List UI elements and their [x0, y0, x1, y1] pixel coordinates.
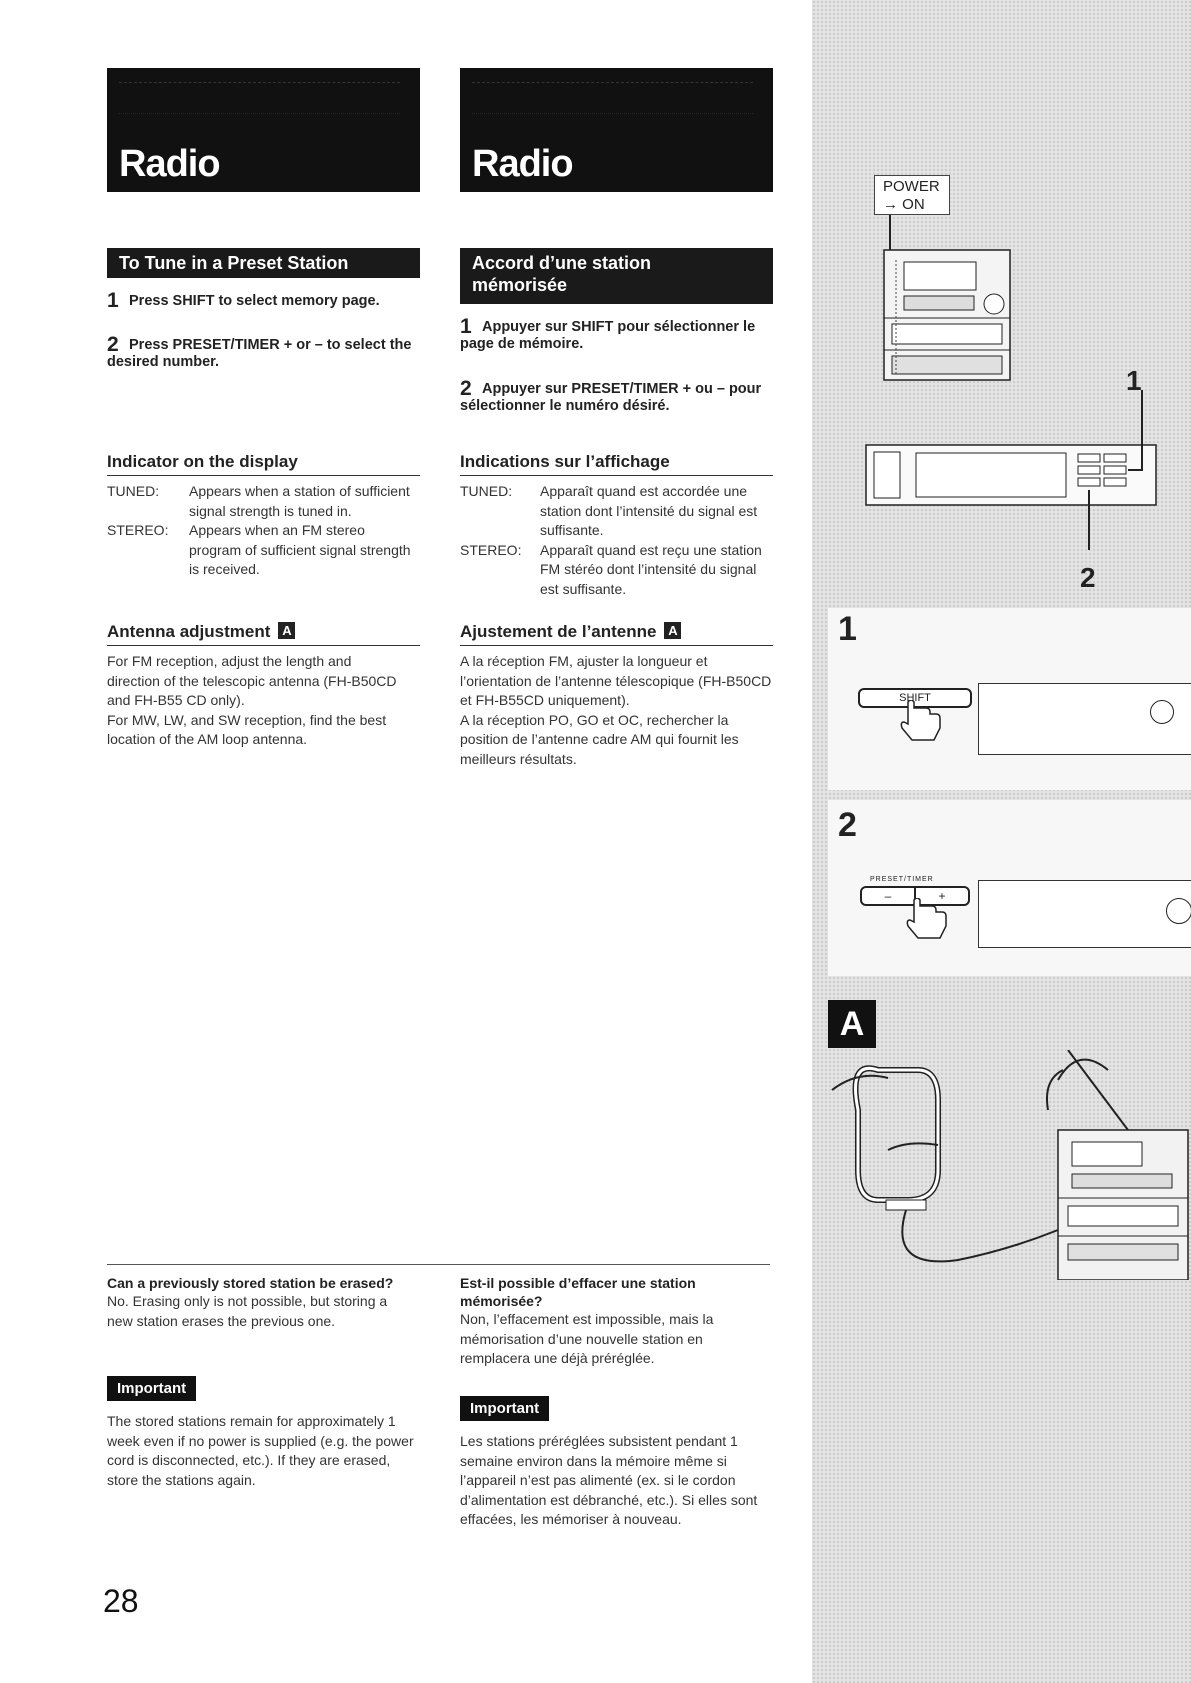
en-antenna-text	[107, 652, 407, 750]
fr-antenna-text	[460, 652, 775, 769]
step-1-label: 1	[838, 610, 857, 648]
fr-antenna-text-2: A la réception PO, GO et OC, rechercher la position de l’antenne cadre AM qui fournit les meilleurs résultats.	[460, 711, 739, 767]
en-antenna-badge: A	[278, 622, 295, 639]
fr-indicator-value: Apparaît quand est accordée une station dont l’intensité du signal est suffisante.	[540, 483, 758, 538]
hand-press-icon	[906, 898, 952, 940]
preset-minus-button: –	[860, 886, 916, 906]
page-number: 28	[103, 1583, 139, 1619]
fr-important-text: Les stations préréglées subsistent pendant 1 semaine environ dans la mémoire même si l’appareil n’est pas alimenté (ex. si le cordon d’alimentation est débranché, etc.). Si elles sont effacées, les mémoriser à nouveau.	[460, 1433, 758, 1527]
fr-indicator-value: Apparaît quand est reçu une station FM stéréo dont l’intensité du signal est suffisante.	[540, 541, 762, 597]
en-antenna-text-1: For FM reception, adjust the length and direction of the telescopic antenna (FH-B50CD and FH-B55 CD only).	[107, 653, 397, 708]
fr-indicator-row	[460, 541, 773, 600]
fr-antenna-badge: A	[664, 622, 681, 639]
fr-step-1-text: Appuyer sur SHIFT pour sélectionner le page de mémoire.	[460, 319, 756, 352]
en-important-label: Important	[107, 1376, 196, 1401]
fr-page-title: Radio	[472, 143, 573, 185]
en-step-1-number: 1	[107, 289, 119, 312]
en-step-1-text: Press SHIFT to select memory page.	[129, 293, 380, 309]
memory-page-icon	[1150, 700, 1174, 724]
hand-press-icon	[900, 700, 946, 742]
fr-section-line-2: mémorisée	[472, 275, 568, 295]
en-answer: No. Erasing only is not possible, but storing a new station erases the previous one.	[107, 1293, 388, 1329]
fr-section-line-1: Accord d’une station	[472, 253, 652, 273]
en-indicator-list	[107, 482, 420, 580]
en-indicator-row	[107, 482, 420, 521]
fr-antenna-heading	[460, 622, 773, 646]
step-2-display	[978, 880, 1191, 948]
en-antenna-text-2: For MW, LW, and SW reception, find the best location of the AM loop antenna.	[107, 711, 387, 747]
fr-answer: Non, l’effacement est impossible, mais la mémorisation d’une nouvelle station en remplacera une déjà préréglée.	[460, 1311, 714, 1366]
fr-title-block	[460, 68, 773, 192]
fr-indicator-key: STEREO:	[460, 541, 522, 558]
en-step-2	[107, 333, 427, 371]
power-label-line-1: POWER	[883, 178, 940, 195]
en-indicator-value: Appears when an FM stereo program of sufficient signal strength is received.	[189, 522, 411, 577]
step-2-label: 2	[838, 806, 857, 844]
fr-step-1	[460, 315, 780, 353]
callout-2: 2	[1080, 562, 1096, 593]
section-a-badge: A	[828, 1000, 876, 1048]
en-indicator-heading: Indicator on the display	[107, 452, 420, 476]
fr-indicator-row	[460, 482, 773, 541]
fr-step-1-number: 1	[460, 315, 472, 338]
fr-indicator-list	[460, 482, 773, 599]
fr-indicator-heading: Indications sur l’affichage	[460, 452, 773, 476]
stereo-system-diagram	[812, 200, 1191, 600]
callout-1: 1	[1126, 365, 1142, 396]
shift-button: SHIFT	[858, 688, 972, 708]
en-important-text: The stored stations remain for approximately 1 week even if no power is supplied (e.g. the power cord is disconnected, etc.). If they are erased, store the stations again.	[107, 1413, 414, 1488]
fr-step-2-number: 2	[460, 377, 472, 400]
fr-antenna-heading-text: Ajustement de l’antenne	[460, 622, 657, 641]
en-title-block	[107, 68, 420, 192]
en-step-1	[107, 289, 427, 312]
fr-antenna-text-1: A la réception FM, ajuster la longueur et l’orientation de l’antenne télescopique (FH-B50CD et FH-B55CD uniquement).	[460, 653, 772, 708]
en-antenna-heading-text: Antenna adjustment	[107, 622, 271, 641]
title-decoration	[119, 82, 400, 114]
en-indicator-value: Appears when a station of sufficient signal strength is tuned in.	[189, 483, 410, 519]
preset-plus-button: +	[914, 886, 970, 906]
fr-step-2	[460, 377, 780, 415]
title-decoration	[472, 82, 753, 114]
en-page-title: Radio	[119, 143, 220, 185]
en-indicator-row	[107, 521, 420, 580]
fr-section-heading	[460, 248, 773, 304]
en-step-2-text: Press PRESET/TIMER + or – to select the desired number.	[107, 337, 412, 370]
power-label-line-2: → ON	[883, 196, 925, 213]
fr-important-label: Important	[460, 1396, 549, 1421]
antenna-diagram	[828, 1050, 1191, 1280]
en-question: Can a previously stored station be erased?	[107, 1275, 394, 1291]
fr-indicator-key: TUNED:	[460, 483, 513, 499]
en-antenna-heading	[107, 622, 420, 646]
fr-question: Est-il possible d’effacer une station mémorisée?	[460, 1275, 696, 1309]
footer-rule	[107, 1264, 770, 1265]
fr-faq	[460, 1274, 770, 1369]
en-indicator-key: TUNED:	[107, 483, 160, 499]
en-step-2-number: 2	[107, 333, 119, 356]
fr-step-2-text: Appuyer sur PRESET/TIMER + ou – pour sélectionner le numéro désiré.	[460, 381, 762, 414]
en-section-heading: To Tune in a Preset Station	[107, 248, 420, 278]
preset-number-icon	[1166, 898, 1191, 924]
en-faq	[107, 1274, 412, 1331]
preset-timer-label: PRESET/TIMER	[870, 876, 934, 883]
en-indicator-key: STEREO:	[107, 522, 169, 538]
